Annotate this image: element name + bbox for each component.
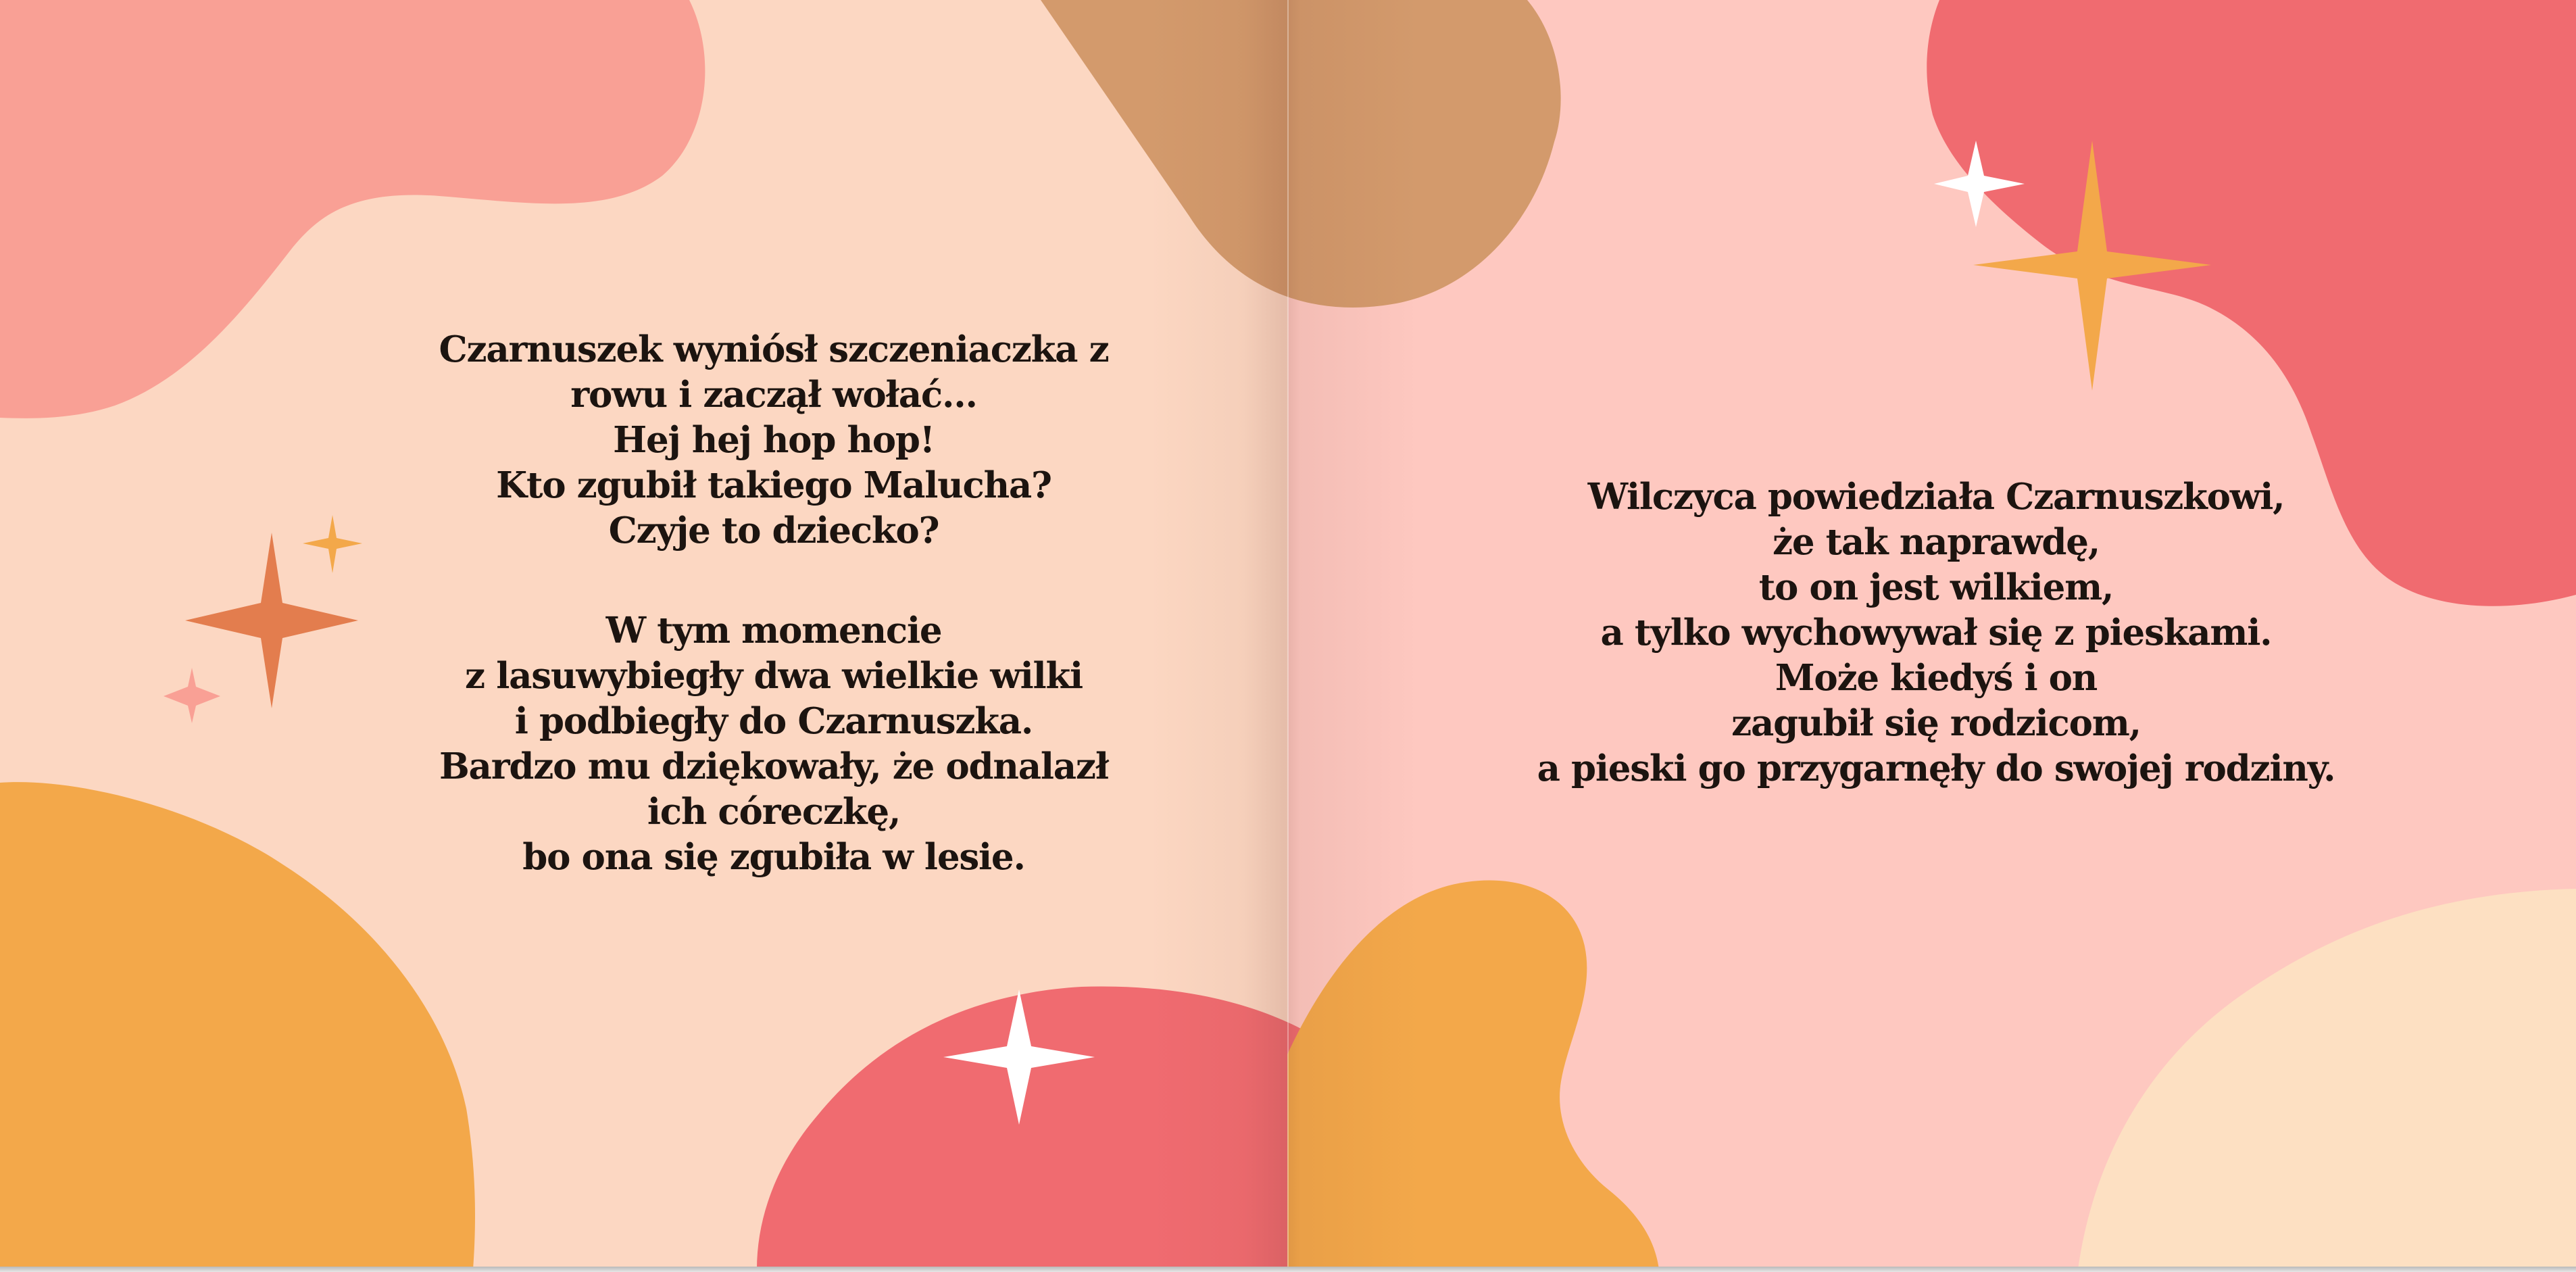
text-line: ich córeczkę, (647, 791, 901, 833)
cream-blob-bottom-right (2078, 889, 2576, 1269)
right-page-paragraph-1 (1520, 474, 2352, 791)
orange-blob-bottom-left (0, 782, 475, 1269)
text-line: Wilczyca powiedziała Czarnuszkowi, (1587, 476, 2285, 518)
text-line: zagubił się rodzicom, (1731, 702, 2141, 744)
text-line: Może kiedyś i on (1775, 657, 2098, 699)
text-line: Kto zgubił takiego Malucha? (496, 464, 1051, 506)
text-line: Czyje to dziecko? (608, 510, 939, 552)
book-bottom-edge (0, 1267, 2576, 1272)
book-spine-line (1287, 0, 1289, 1269)
text-line: to on jest wilkiem, (1758, 566, 2114, 608)
text-line: rowu i zaczął wołać... (570, 374, 977, 416)
text-line: z lasuwybiegły dwa wielkie wilki (465, 655, 1083, 697)
brown-blob-top-center (1041, 0, 1561, 308)
text-line: że tak naprawdę, (1772, 521, 2100, 563)
sparkle-star-icon (164, 668, 220, 723)
text-line: Hej hej hop hop! (613, 419, 935, 461)
sparkle-star-icon (303, 515, 362, 573)
orange-blob-bottom-center-right (1287, 880, 1659, 1269)
text-line: a tylko wychowywał się z pieskami. (1600, 612, 2272, 654)
text-line: i podbiegły do Czarnuszka. (514, 700, 1033, 742)
text-line: Bardzo mu dziękowały, że odnalazł (439, 745, 1109, 787)
text-line: bo ona się zgubiła w lesie. (522, 836, 1025, 878)
left-page-paragraph-2 (432, 608, 1115, 880)
text-line: a pieski go przygarnęły do swojej rodziny. (1537, 748, 2335, 789)
text-line: W tym momencie (605, 610, 942, 652)
text-line: Czarnuszek wyniósł szczeniaczka z (439, 328, 1109, 370)
left-page-paragraph-1 (432, 327, 1115, 554)
